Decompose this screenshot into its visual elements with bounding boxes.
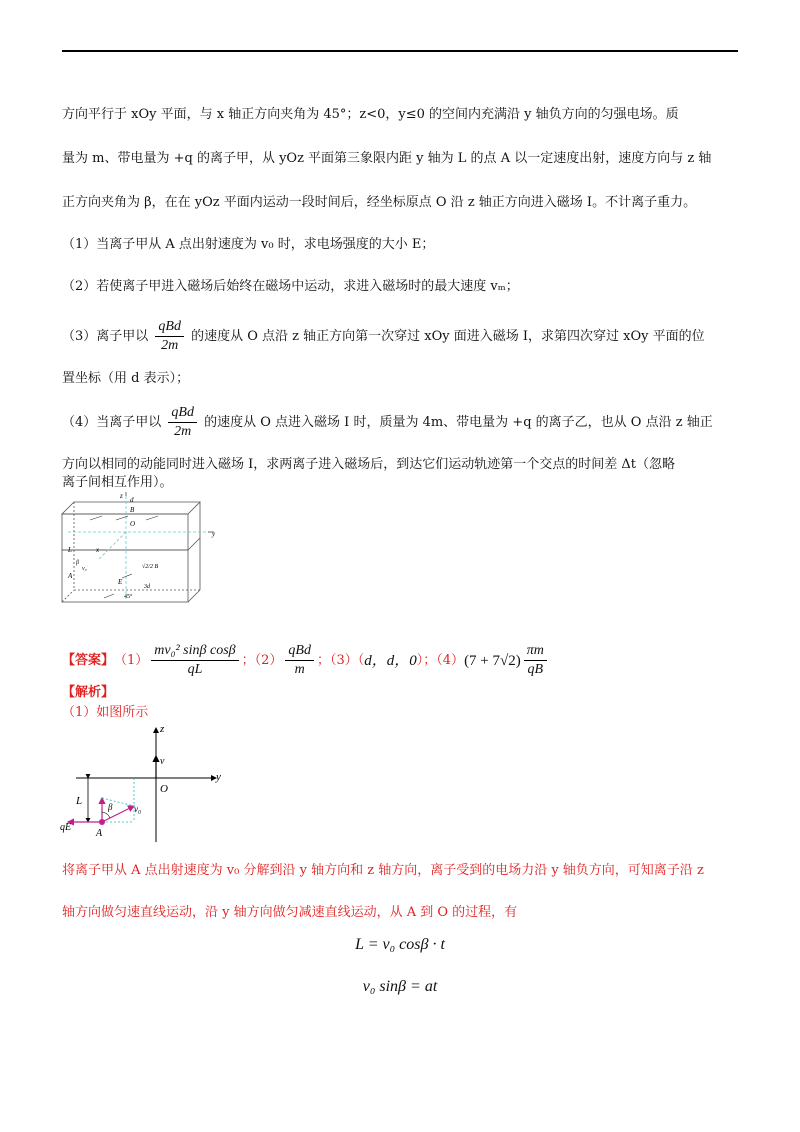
- fig1-label: y: [212, 530, 216, 538]
- fraction-numerator: qBd: [155, 318, 184, 337]
- fig2-label: qE: [60, 822, 72, 833]
- fig1-label: x: [96, 546, 100, 554]
- fraction-numerator: qBd: [168, 404, 197, 423]
- fraction-denominator: 2m: [161, 338, 179, 353]
- question-3-text: 的速度从 O 点沿 z 轴正方向第一次穿过 xOy 面进入磁场 I，求第四次穿过 xOy 平面的位: [191, 329, 705, 344]
- fig2-label: z: [160, 723, 165, 735]
- fig1-label: β: [76, 560, 79, 566]
- question-3-cont: 置坐标（用 d 表示）；: [62, 371, 190, 386]
- fraction-qbd-2m: [155, 318, 184, 355]
- fig2-label: v₀: [134, 804, 142, 814]
- problem-line-2: 量为 m、带电量为 +q 的离子甲，从 yOz 平面第三象限内距 y 轴为 L 的点 A 以一定速度出射，速度方向与 z 轴: [62, 151, 712, 166]
- answer-4-numerator: πm: [524, 642, 547, 661]
- fig2-label: β: [108, 802, 113, 812]
- fig2-label: O: [160, 783, 168, 795]
- region-diagram: [60, 492, 220, 612]
- fraction-qbd-2m: [168, 404, 197, 441]
- question-4-cont: 方向以相同的动能同时进入磁场 I，求两离子进入磁场后，到达它们运动轨迹第一个交点的时间差 Δt（忽略: [62, 457, 676, 472]
- fig2-label: v: [160, 756, 165, 767]
- answer-1-numerator: mv₀² sinβ cosβ: [151, 642, 238, 661]
- analysis-label: 【解析】: [62, 685, 115, 700]
- fig1-label: B: [130, 506, 135, 514]
- answer-3-value: d，d，0: [364, 652, 417, 669]
- top-rule: [62, 50, 738, 52]
- fig1-label: z: [120, 492, 123, 500]
- answer-2-fraction: [285, 642, 314, 679]
- analysis-text-2: 轴方向做匀速直线运动，沿 y 轴方向做匀减速直线运动，从 A 到 O 的过程，有: [62, 905, 518, 920]
- answer-part-3: ；（3）（: [316, 652, 365, 668]
- fig1-label: √2/2 B: [142, 564, 159, 570]
- analysis-text-1: 将离子甲从 A 点出射速度为 v₀ 分解到沿 y 轴方向和 z 轴方向，离子受到的电场力沿 y 轴负方向，可知离子沿 z: [62, 863, 704, 878]
- problem-line-3: 正方向夹角为 β，在在 yOz 平面内运动一段时间后，经坐标原点 O 沿 z 轴正方向进入磁场 I。不计离子重力。: [62, 195, 697, 210]
- fig2-label: L: [76, 795, 83, 807]
- equation-1: L = v₀ cosβ · t: [355, 936, 445, 953]
- fig1-label: v₀: [82, 566, 87, 572]
- question-3-prefix: （3）离子甲以: [62, 329, 149, 344]
- analysis-sub-1: （1）如图所示: [62, 705, 149, 720]
- fig2-label: y: [216, 771, 221, 783]
- fig1-label: 3d: [144, 584, 150, 590]
- answer-part-4: ）；（4）: [416, 652, 465, 668]
- question-4: [62, 404, 713, 441]
- question-3: [62, 318, 705, 355]
- answer-4-fraction: [524, 642, 547, 679]
- answer-1-denominator: qL: [187, 662, 203, 677]
- answer-2-denominator: m: [294, 662, 305, 677]
- answer-2-numerator: qBd: [285, 642, 314, 661]
- answer-label: 【答案】: [62, 652, 115, 668]
- answer-line: [62, 642, 550, 679]
- question-4-text: 的速度从 O 点进入磁场 I 时，质量为 4m、带电量为 +q 的离子乙，也从 O 点沿 z 轴正: [204, 415, 713, 430]
- fig1-label: d: [130, 496, 134, 504]
- question-2: （2）若使离子甲进入磁场后始终在磁场中运动，求进入磁场时的最大速度 vₘ；: [62, 279, 519, 294]
- problem-line-1: 方向平行于 xOy 平面，与 x 轴正方向夹角为 45°；z<0，y≤0 的空间内充满沿 y 轴负方向的匀强电场。质: [62, 107, 679, 122]
- fig1-label: 45°: [124, 594, 133, 600]
- answer-1-fraction: [151, 642, 238, 679]
- fraction-denominator: 2m: [174, 424, 192, 439]
- answer-4-prefix: (7 + 7√2): [464, 652, 521, 669]
- answer-part-1: （1）: [114, 652, 149, 668]
- answer-part-2: ；（2）: [241, 652, 283, 668]
- fig1-label: E: [118, 578, 123, 586]
- question-4-end: 离子间相互作用）。: [62, 475, 173, 490]
- fig2-label: A: [96, 828, 103, 839]
- fig1-label: L: [68, 546, 72, 554]
- answer-4-denominator: qB: [527, 662, 544, 677]
- question-4-prefix: （4）当离子甲以: [62, 415, 162, 430]
- equation-2: v₀ sinβ = at: [362, 978, 438, 995]
- fig1-label: O: [130, 520, 136, 528]
- fig1-label: A: [68, 572, 73, 580]
- velocity-diagram: [60, 722, 230, 850]
- question-1: （1）当离子甲从 A 点出射速度为 v₀ 时，求电场强度的大小 E；: [62, 237, 435, 252]
